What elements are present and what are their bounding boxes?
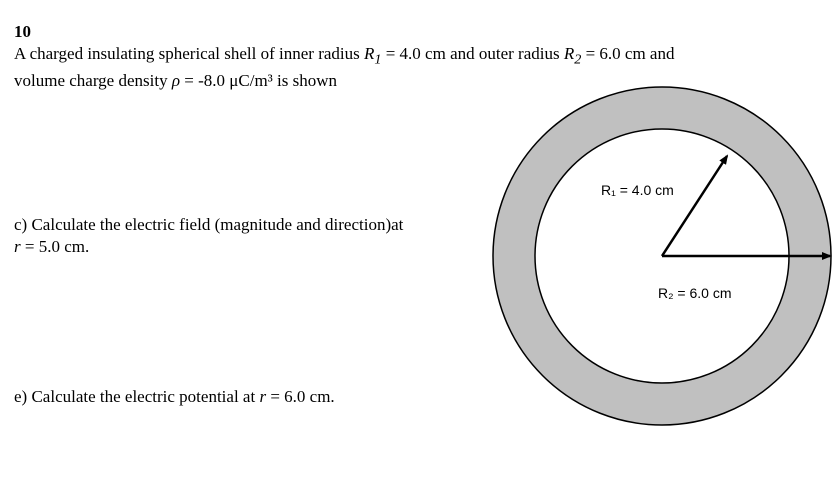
r1-subscript: 1 xyxy=(374,51,382,68)
part-c-r-symbol: r xyxy=(14,237,21,256)
r1-value: = 4.0 cm and outer radius xyxy=(381,44,564,63)
part-c-line1: c) Calculate the electric field (magnitude and direction)at xyxy=(14,215,404,234)
rho-value: = -8.0 μC/m³ is shown xyxy=(180,71,337,91)
r2-label: R₂ = 6.0 cm xyxy=(658,285,732,301)
part-c-line2: = 5.0 cm. xyxy=(20,237,90,256)
part-e-value: = 6.0 cm. xyxy=(266,387,335,406)
intro-text: A charged insulating spherical shell of inner radius xyxy=(14,44,364,63)
r2-subscript: 2 xyxy=(574,51,582,68)
part-e-text: e) Calculate the electric potential at xyxy=(14,387,260,406)
question-number: 10 xyxy=(14,22,31,41)
intro-text-line2: volume charge density xyxy=(14,71,172,91)
part-e-r-symbol: r xyxy=(259,387,267,406)
rho-symbol: ρ xyxy=(171,71,181,91)
r1-symbol: R xyxy=(364,44,375,63)
r1-label: R₁ = 4.0 cm xyxy=(601,182,674,198)
r2-value: = 6.0 cm and xyxy=(581,44,675,63)
r2-symbol: R xyxy=(563,44,575,63)
